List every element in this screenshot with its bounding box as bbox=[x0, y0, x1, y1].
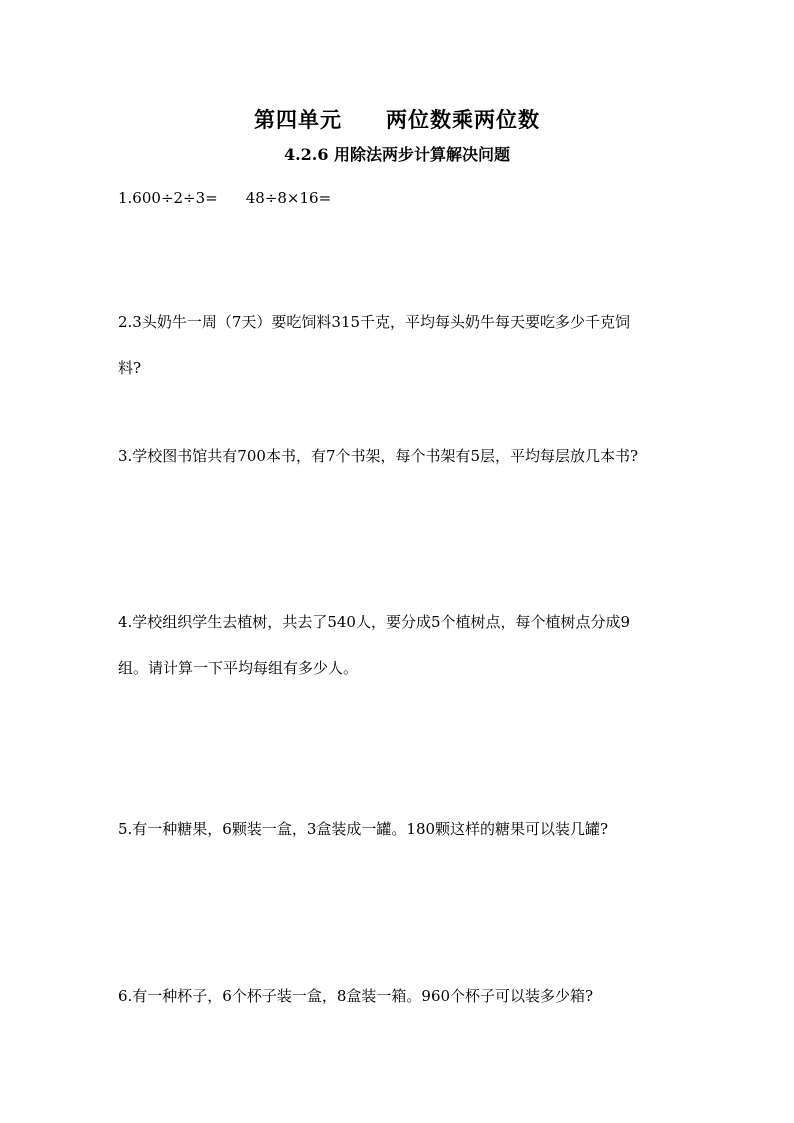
question-5 bbox=[118, 806, 688, 852]
question-4 bbox=[118, 599, 688, 691]
question-2 bbox=[118, 299, 688, 391]
question-1-expression-b: 48÷8×16= bbox=[245, 189, 332, 207]
question-4-line-2: 组。请计算一下平均每组有多少人。 bbox=[118, 659, 359, 677]
topic-title: 两位数乘两位数 bbox=[386, 107, 540, 132]
page-title bbox=[0, 104, 794, 134]
question-1-expression-a: 1.600÷2÷3= bbox=[118, 189, 218, 207]
question-4-line-1: 4.学校组织学生去植树，共去了540人，要分成5个植树点，每个植树点分成9 bbox=[118, 613, 631, 631]
question-2-line-1: 2.3头奶牛一周（7天）要吃饲料315千克，平均每头奶牛每天要吃多少千克饲 bbox=[118, 313, 631, 331]
question-1 bbox=[118, 176, 688, 220]
question-2-line-2: 料? bbox=[118, 359, 142, 377]
question-5-line-1: 5.有一种糖果，6颗装一盒，3盒装成一罐。180颗这样的糖果可以装几罐? bbox=[118, 820, 609, 838]
question-6 bbox=[118, 973, 688, 1019]
question-3 bbox=[118, 433, 688, 479]
lesson-subtitle: 4.2.6 用除法两步计算解决问题 bbox=[283, 145, 511, 164]
question-6-line-1: 6.有一种杯子，6个杯子装一盒，8盒装一箱。960个杯子可以装多少箱? bbox=[118, 987, 594, 1005]
question-3-line-1: 3.学校图书馆共有700本书，有7个书架，每个书架有5层，平均每层放几本书? bbox=[118, 447, 639, 465]
unit-title: 第四单元 bbox=[254, 107, 342, 132]
